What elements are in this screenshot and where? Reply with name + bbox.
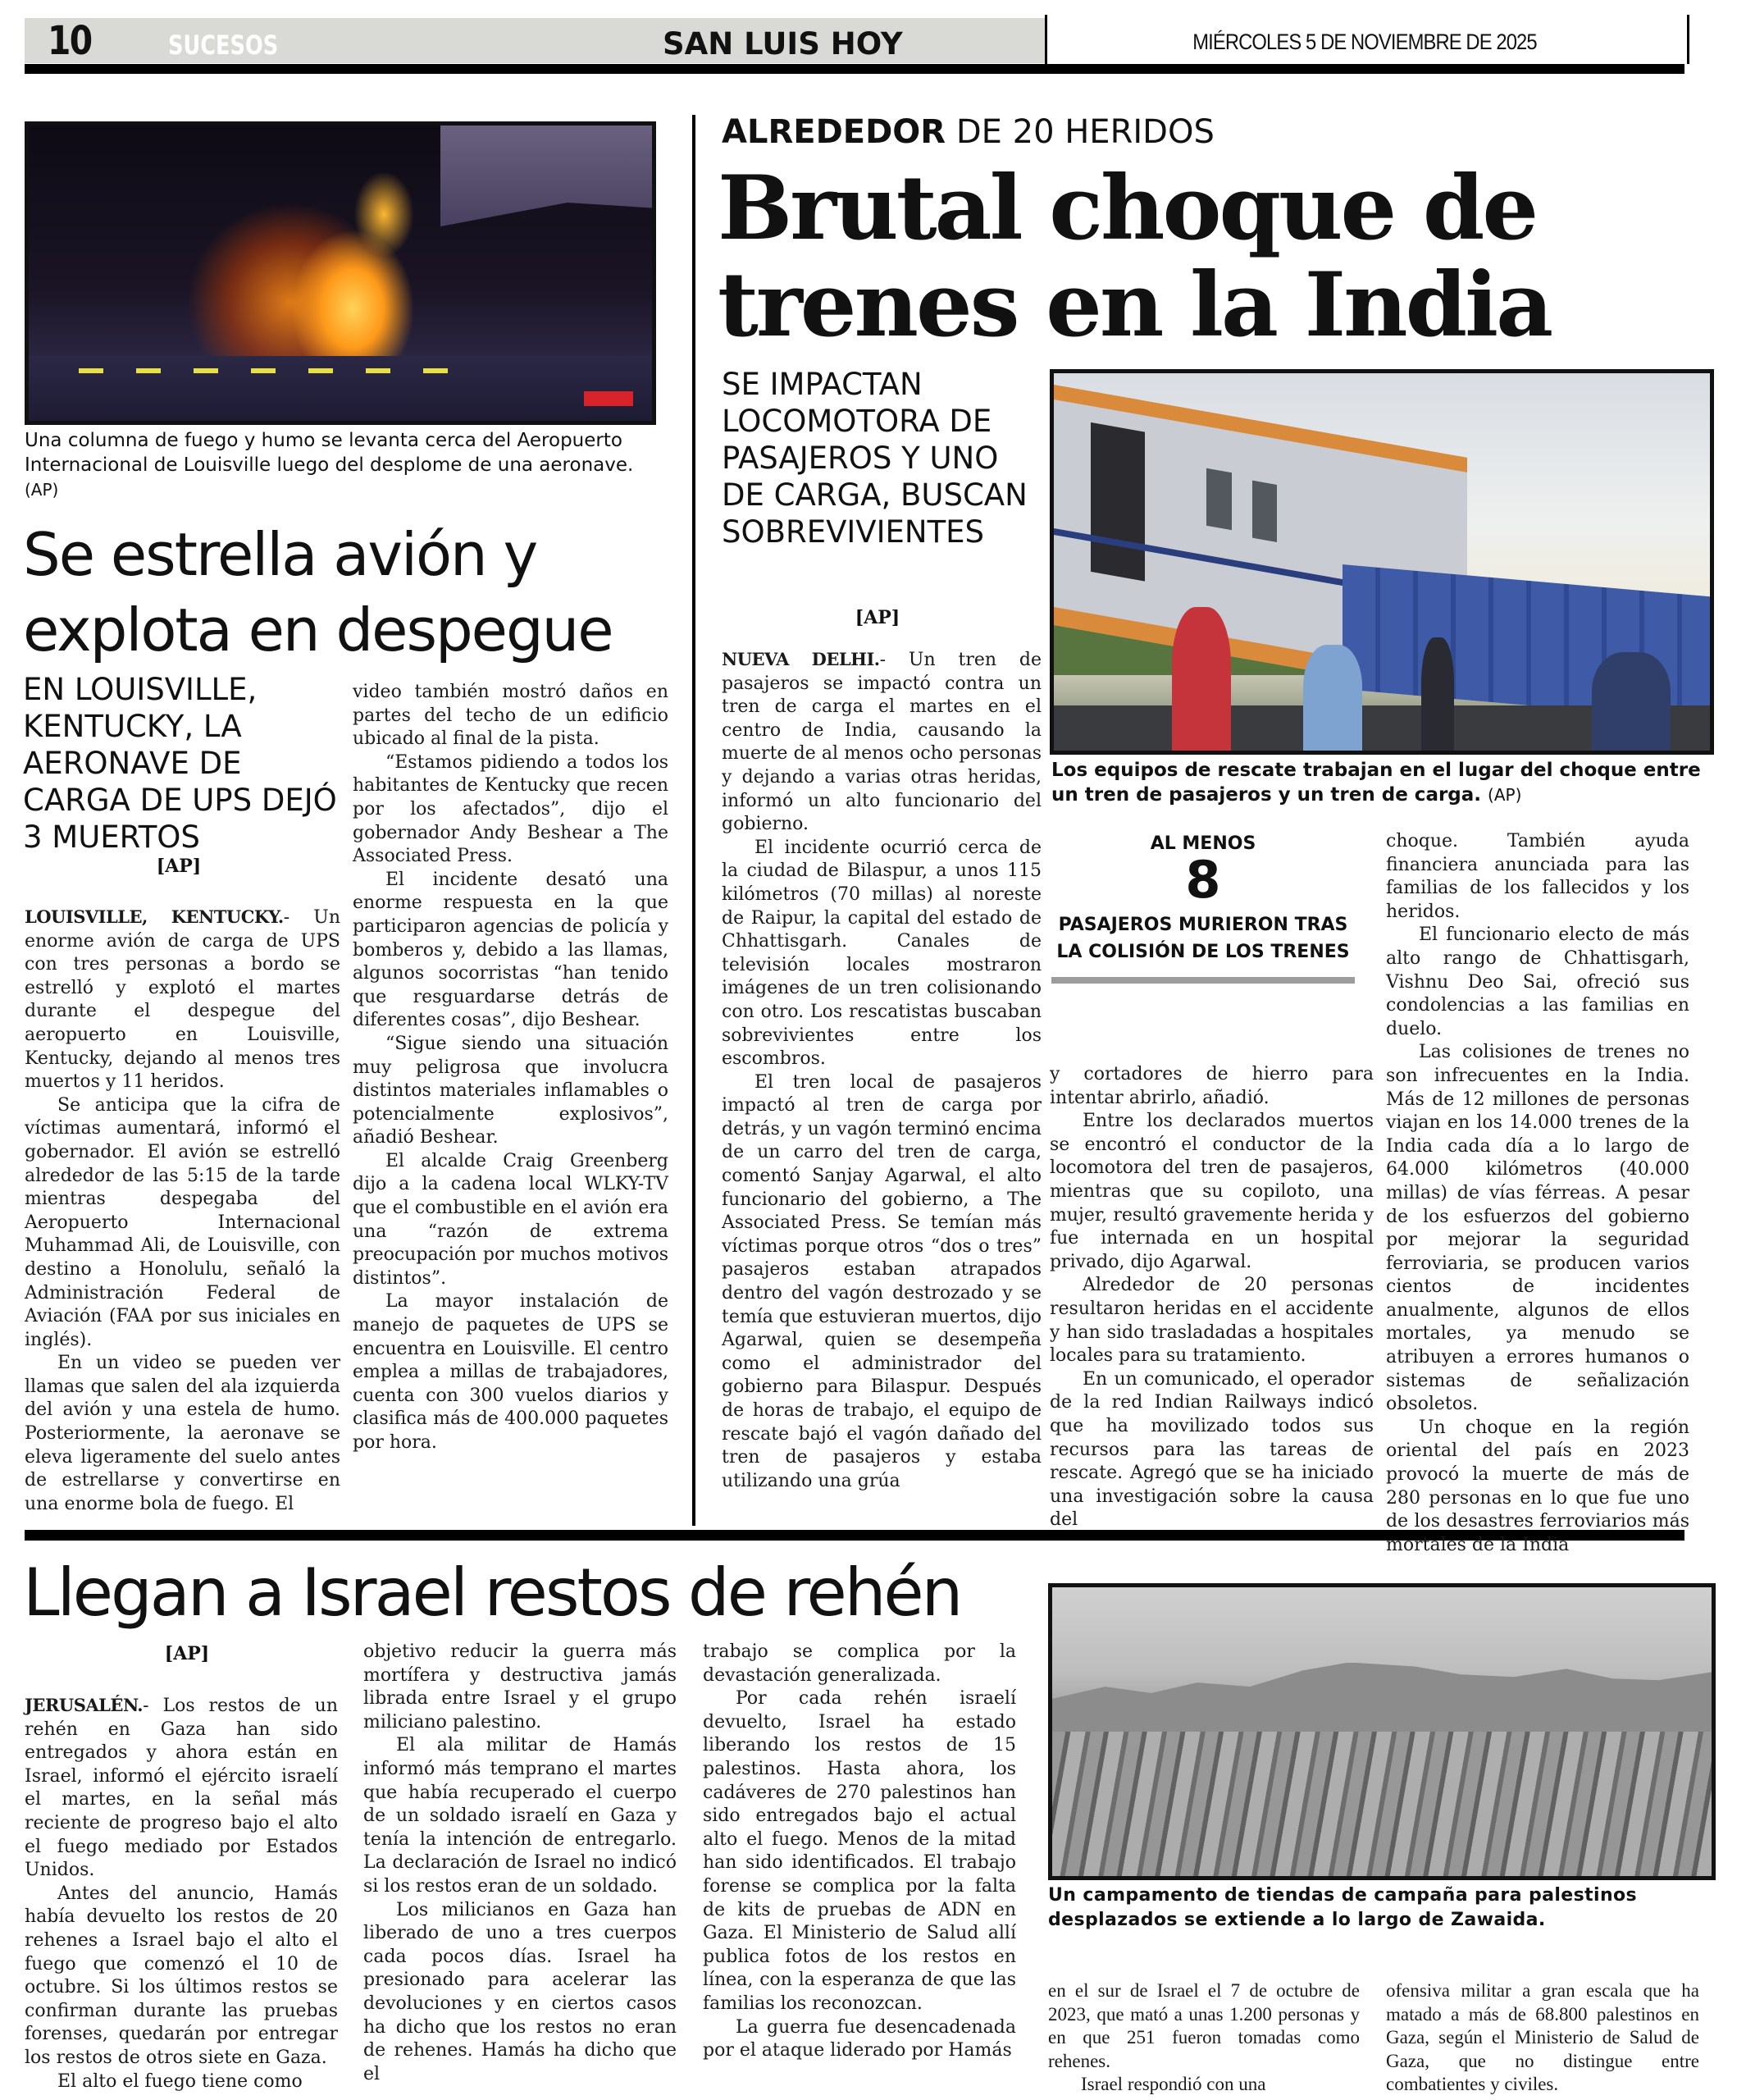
photo-runway [29, 356, 652, 421]
train-column-1 [722, 648, 1042, 1493]
section-name: SUCESOS [168, 30, 279, 61]
dateline: NUEVA DELHI. [722, 649, 880, 669]
dateline: LOUISVILLE, KENTUCKY. [25, 906, 284, 927]
paragraph: En un comunicado, el operador de la red Indian Railways indicó que ha movilizado todos sus recursos para las tareas de rescate. Agregó que se ha iniciado una investigación sobre la causa del [1050, 1368, 1374, 1531]
plane-photo-caption [25, 428, 656, 502]
paragraph: En un video se pueden ver llamas que salen del ala izquierda del avión y una estela de humo. Posteriormente, la aeronave se eleva ligeramente del suelo antes de estrellarse y convertirse en una enorme bola de fuego. El [25, 1353, 340, 1514]
paragraph: Un choque en la región oriental del país en 2023 provocó la muerte de más de 280 personas en lo que fue uno de los desastres ferroviarios más mortales de la India [1386, 1417, 1689, 1555]
paragraph: “Sigue siendo una situación muy peligrosa que involucra distintos materiales inflamables o potencialmente explosivos”, añadió Beshear. [353, 1033, 668, 1148]
photo-tents [1052, 1732, 1712, 1876]
paragraph: Antes del anuncio, Hamás había devuelto los restos de 20 rehenes a Israel bajo el alto el fuego que comenzó el 10 de octubre. Si los últimos restos se confirman durante las pruebas forenses, quedarán por entregar los restos de otros siete en Gaza. [25, 1883, 338, 2068]
paragraph: Entre los declarados muertos se encontró el conductor de la locomotora del tren de pasajeros, mientras que su copiloto, una mujer, resultó gravemente herida y fue internada en un hospital privado, dijo Agarwal. [1050, 1111, 1374, 1272]
caption-text: Los equipos de rescate trabajan en el lugar del choque entre un tren de pasajeros y un tren de carga. [1051, 760, 1701, 806]
plane-deck: EN LOUISVILLE, KENTUCKY, LA AERONAVE DE CARGA DE UPS DEJÓ 3 MUERTOS [23, 672, 337, 855]
paragraph: choque. También ayuda financiera anunciada para las familias de los fallecidos y los heridos. [1386, 831, 1689, 922]
paragraph: El alto el fuego tiene como [57, 2070, 303, 2092]
photo-window [1252, 480, 1277, 542]
paragraph: video también mostró daños en partes del techo de un edificio ubicado al final de la pista. [353, 682, 668, 750]
train-deck: SE IMPACTAN LOCOMOTORA DE PASAJEROS Y UNO DE CARGA, BUSCAN SOBREVIVIENTES [722, 367, 1028, 550]
paragraph: Por cada rehén israelí devuelto, Israel ha estado liberando los restos de 15 palestinos. Hasta ahora, los cadáveres de 270 palestinos han sido entregados bajo el actual alto el fuego. Menos de la mitad han sido identificados. El trabajo forense se complica por la falta de kits de pruebas de ADN en Gaza. El Ministerio de Salud allí publica fotos de los restos en línea, con la esperanza de que las familias los reconozcan. [703, 1688, 1016, 2014]
plane-fire-photo [25, 121, 656, 425]
paragraph: El incidente ocurrió cerca de la ciudad de Bilaspur, a unos 115 kilómetros (70 millas) al noreste de Raipur, la capital del estado de Chhattisgarh. Canales de televisión locales mostraron imágenes de un tren colisionando con otro. Los rescatistas buscaban sobrevivientes entre los escombros. [722, 837, 1042, 1070]
paragraph: NUEVA DELHI.- Un tren de pasajeros se impactó contra un tren de carga el martes en el centro de India, causando la muerte de al menos ocho personas y dejando a varias otras heridas, informó un alto funcionario del gobierno. [722, 649, 1042, 835]
caption-text: Una columna de fuego y humo se levanta cerca del Aeropuerto Internacional de Louisville luego del desplome de una aeronave. [25, 430, 634, 476]
train-column-2 [1050, 1063, 1374, 1532]
israel-column-3 [703, 1641, 1016, 2063]
paragraph: Alrededor de 20 personas resultaron heridas en el accidente y han sido trasladadas a hospitales locales para su tratamiento. [1050, 1275, 1374, 1367]
train-kicker: ALREDEDOR DE 20 HERIDOS [722, 113, 1215, 151]
plane-column-2 [353, 681, 668, 1455]
paragraph: trabajo se complica por la devastación generalizada. [703, 1641, 1016, 1686]
israel-column-2 [363, 1641, 677, 2086]
paragraph: El tren local de pasajeros impactó al tren de carga por detrás, y un vagón terminó encima de un carro del tren de carga, comentó Sanjay Agarwal, el alto funcionario del gobierno, a The Associated Press. Se temían más víctimas porque otros “dos o tres” pasajeros estaban atrapados dentro del vagón destrozado y se temía que estuvieran muertos, dijo Agarwal, quien se desempeña como el administrador del gobierno para Bilaspur. Después de horas de trabajo, el equipo de rescate bajó el vagón dañado del tren de pasajeros y estaba utilizando una grúa [722, 1071, 1042, 1491]
paragraph: Israel respondió con una [1081, 2074, 1266, 2095]
photo-rescuer [1303, 645, 1362, 751]
paragraph: y cortadores de hierro para intentar abrirlo, añadió. [1050, 1064, 1374, 1108]
paragraph: JERUSALÉN.- Los restos de un rehén en Gaza han sido entregados y ahora están en Israel, informó el ejército israelí el martes, en la señal más reciente de progreso bajo el alto el fuego mediado por Estados Unidos. [25, 1695, 338, 1881]
dateline: JERUSALÉN. [25, 1695, 144, 1715]
factbox-text: PASAJEROS MURIERON TRAS LA COLISIÓN DE LOS TRENES [1056, 915, 1350, 962]
paragraph: El incidente desató una enorme respuesta en la que participaron agencias de policía y bomberos y, debido a las llamas, algunos socorristas “han tenido que resguardarse detrás de diferentes cosas”, dijo Beshear. [353, 869, 668, 1031]
photo-rescuer [1421, 637, 1454, 751]
israel-column-4 [1048, 1979, 1360, 2097]
train-column-3 [1386, 830, 1689, 1557]
paragraph: “Estamos pidiendo a todos los habitantes de Kentucky que recen por los afectados”, dijo el gobernador Andy Beshear a The Associated Press. [353, 751, 668, 867]
israel-column-1 [25, 1694, 338, 2093]
publication-name: SAN LUIS HOY [663, 26, 903, 62]
factbox-number: 8 [1185, 850, 1221, 910]
train-photo-caption [1051, 758, 1707, 807]
camp-photo-caption: Un campamento de tiendas de campaña para palestinos desplazados se extiende a lo largo de Zawaida. [1048, 1885, 1638, 1930]
photo-window [1206, 468, 1231, 530]
death-toll-factbox [1051, 833, 1355, 984]
paragraph: ofensiva militar a gran escala que ha matado a más de 68.800 palestinos en Gaza, según el Ministerio de Salud de Gaza, que no distingue entre combatientes y civiles. [1386, 1980, 1699, 2095]
paragraph: en el sur de Israel el 7 de octubre de 2023, que mató a unas 1.200 personas y en que 251 fueron tomadas como rehenes. [1048, 1980, 1360, 2071]
paragraph: La guerra fue desencadenada por el ataque liderado por Hamás [703, 2016, 1016, 2061]
train-headline: Brutal choque de trenes en la India [718, 157, 1552, 357]
caption-credit: (AP) [25, 480, 59, 500]
israel-column-5 [1386, 1979, 1699, 2097]
caption-credit: (AP) [1488, 785, 1522, 805]
header-rule [25, 64, 1684, 74]
photo-runway-lights [79, 368, 453, 373]
train-crash-photo [1050, 369, 1714, 755]
paragraph: El funcionario electo de más alto rango de Chhattisgarh, Vishnu Deo Sai, ofreció sus condolencias a las familias en duelo. [1386, 924, 1689, 1039]
photo-sky [440, 126, 652, 258]
factbox-rule [1051, 977, 1355, 984]
photo-rescuer [1592, 652, 1671, 751]
paragraph: LOUISVILLE, KENTUCKY.- Un enorme avión de carga de UPS con tres personas a bordo se estrelló y explotó el martes durante el despegue del aeropuerto en Louisville, Kentucky, dejando al menos tres muertos y 11 heridos. [25, 906, 341, 1093]
train-credit: [AP] [855, 607, 900, 628]
paragraph: Se anticipa que la cifra de víctimas aumentará, informó el gobernador. El avión se estrelló alrededor de las 5:15 de la tarde mientras despegaba del Aeropuerto Internacional Muhammad Ali, de Louisville, con destino a Honolulu, señaló la Administración Federal de Aviación (FAA por sus iniciales en inglés). [25, 1094, 340, 1350]
paragraph: Las colisiones de trenes no son infrecuentes en la India. Más de 12 millones de personas viajan en los 14.000 trenes de la India cada día a lo largo de 64.000 kilómetros (40.000 millas) de vías férreas. A pesar de los esfuerzos del gobierno por mejorar la seguridad ferroviaria, se producen varios cientos de incidentes anualmente, algunos de ellos mortales, ya menudo se atribuyen a errores humanos o sistemas de señalización obsoletos. [1386, 1042, 1689, 1415]
israel-credit: [AP] [164, 1643, 210, 1664]
column-divider [692, 115, 695, 1526]
photo-door [1091, 422, 1145, 582]
photo-rescuer [1172, 607, 1231, 751]
plane-credit: [AP] [156, 856, 202, 877]
plane-headline: Se estrella avión y explota en despegue [23, 520, 613, 664]
issue-date: MIÉRCOLES 5 DE NOVIEMBRE DE 2025 [1192, 30, 1537, 54]
paragraph: objetivo reducir la guerra más mortífera y destructiva jamás librada entre Israel y el grupo miliciano palestino. [363, 1641, 677, 1732]
page-number: 10 [48, 18, 92, 64]
paragraph: Los milicianos en Gaza han liberado de uno a tres cuerpos cada pocos días. Israel ha presionado para acelerar las devoluciones y en ciertos casos ha dicho que los restos no eran de rehenes. Hamás ha dicho que el [363, 1899, 677, 2084]
factbox-label: AL MENOS [1150, 833, 1256, 854]
israel-headline: Llegan a Israel restos de rehén [23, 1554, 961, 1631]
paragraph: El ala militar de Hamás informó más temprano el martes que había recuperado el cuerpo de un soldado israelí en Gaza y tenía la intención de entregarlo. La declaración de Israel no indicó si los restos eran de un soldado. [363, 1735, 677, 1897]
photo-tv-tag [584, 391, 633, 406]
plane-column-1 [25, 906, 340, 1516]
gaza-camp-photo [1048, 1583, 1716, 1880]
paragraph: La mayor instalación de manejo de paquetes de UPS se encuentra en Louisville. El centro emplea a millas de trabajadores, cuenta con 300 vuelos diarios y clasifica más de 400.000 paquetes por hora. [353, 1291, 668, 1453]
paragraph: El alcalde Craig Greenberg dijo a la cadena local WLKY-TV que el combustible en el avión era una “razón de extrema preocupación por muchos motivos distintos”. [353, 1150, 668, 1289]
